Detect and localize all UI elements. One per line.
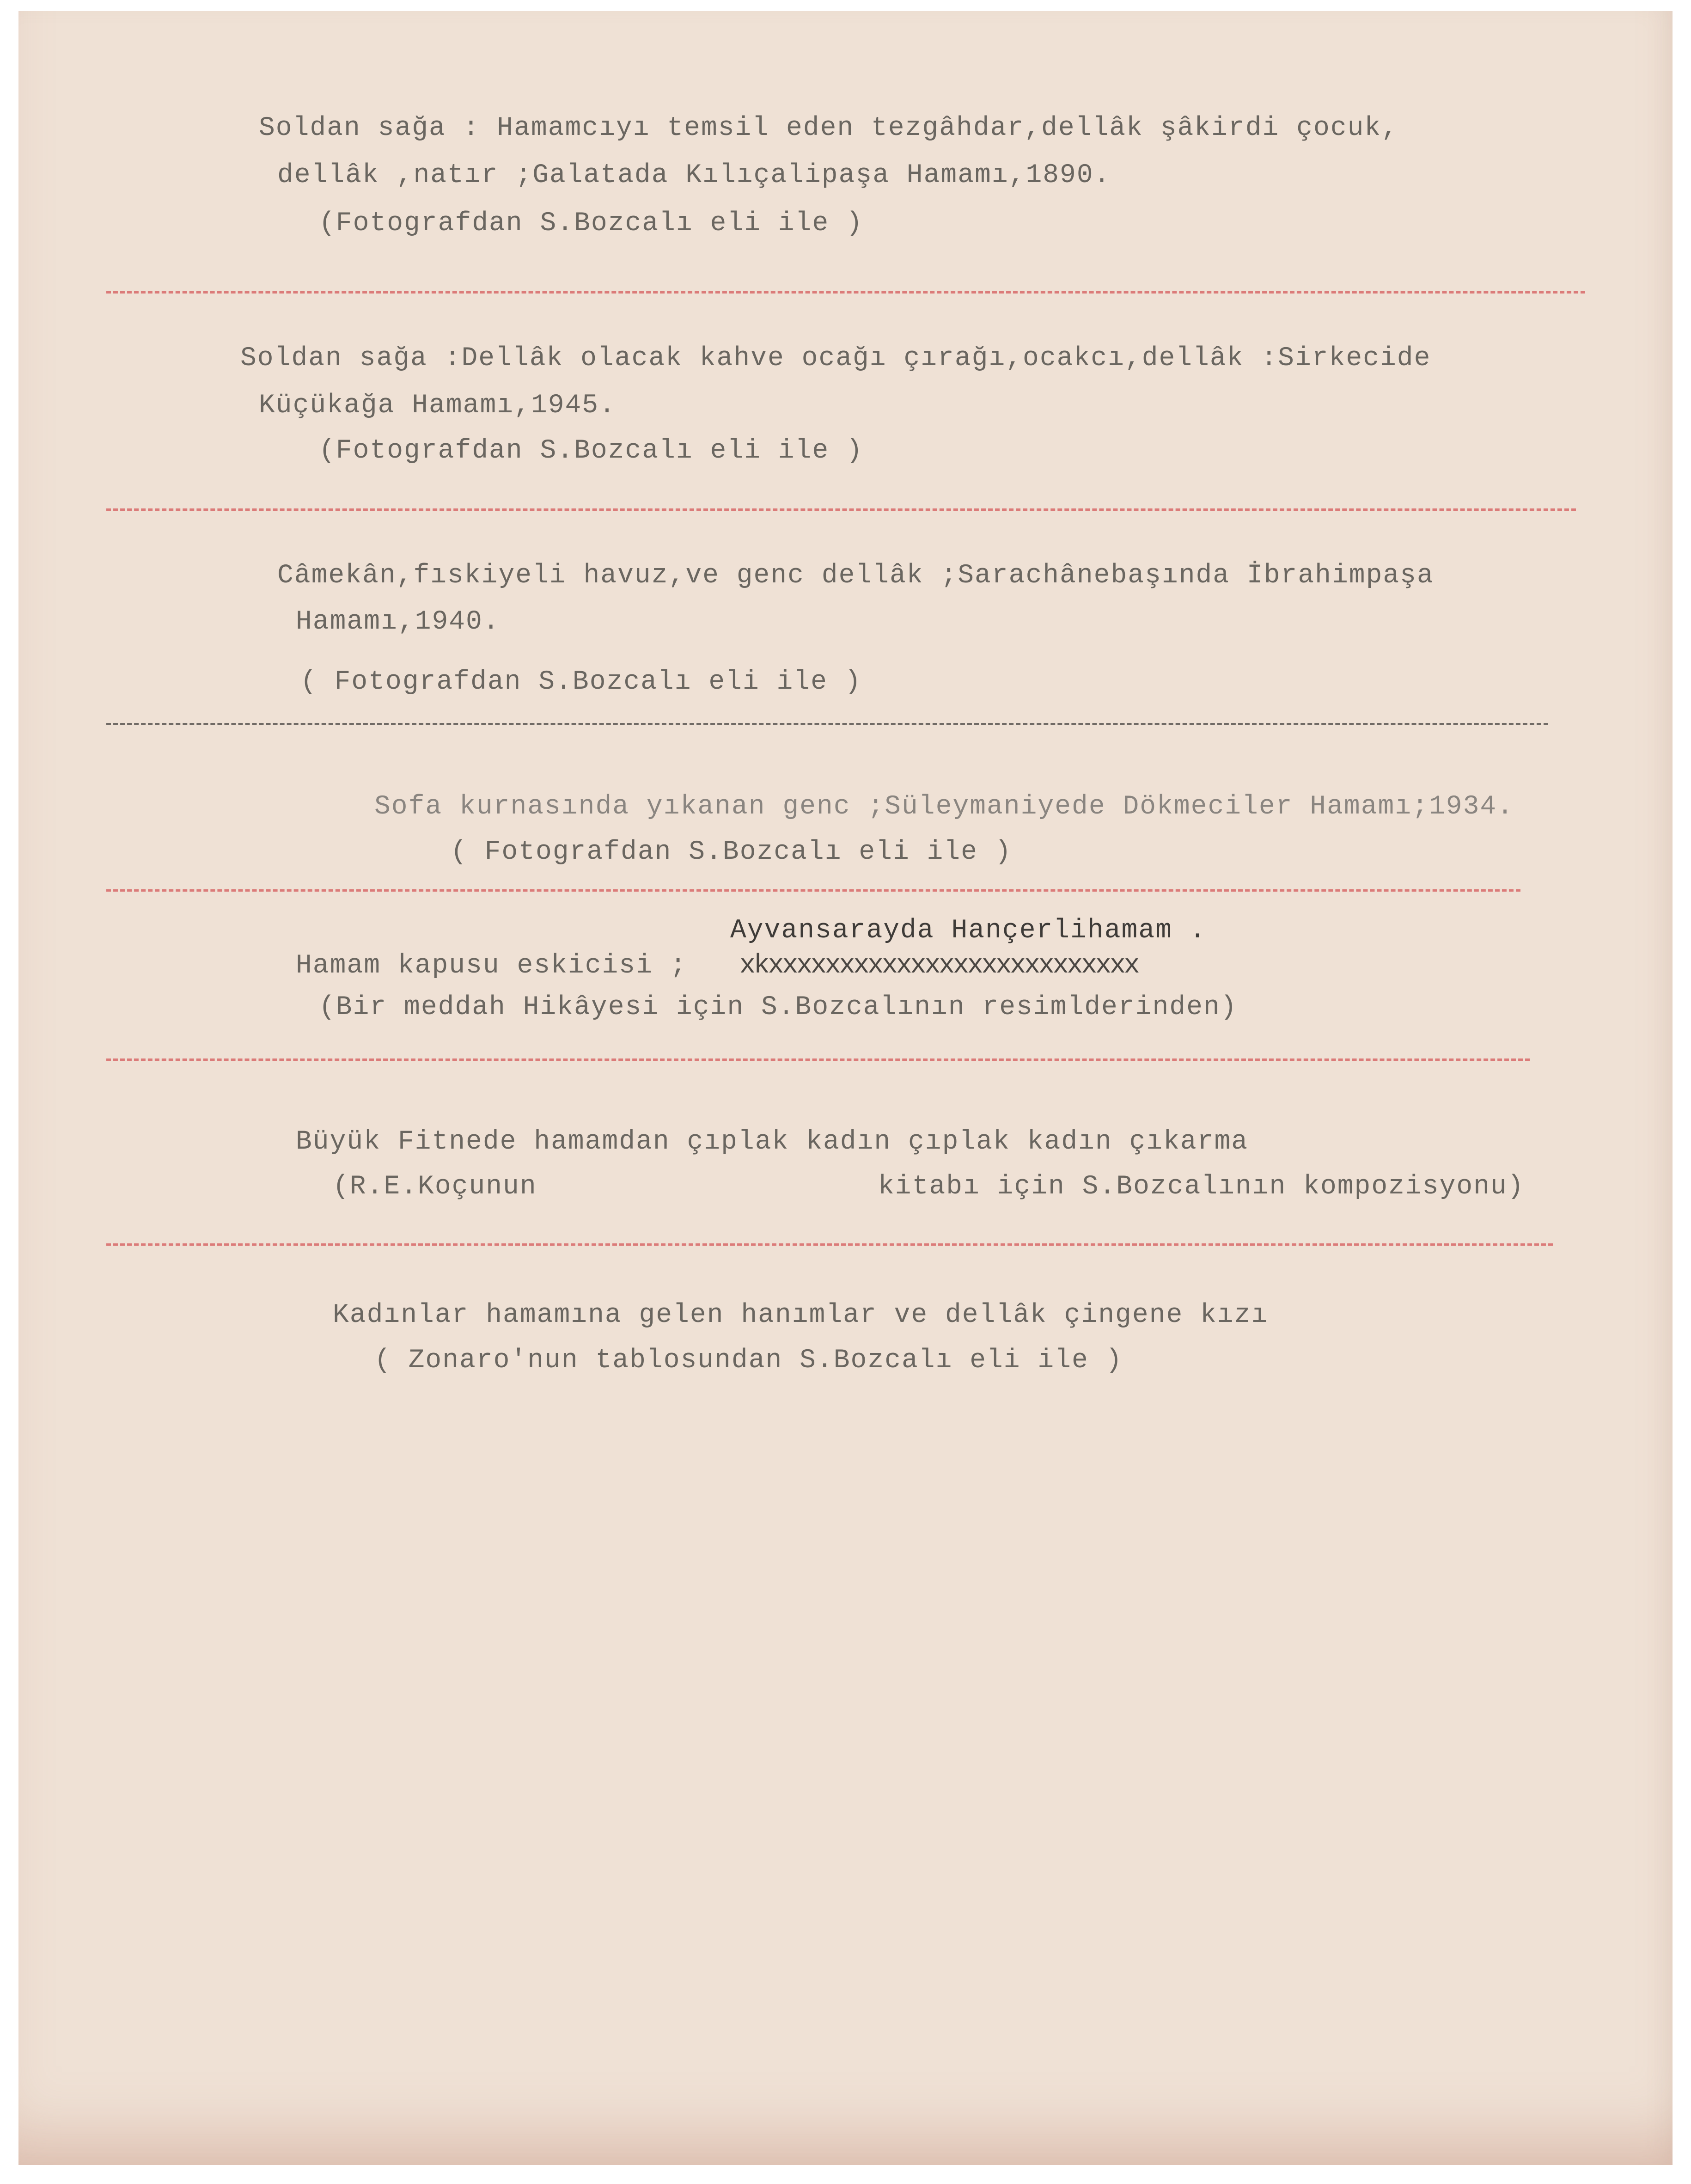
caption-1-line-1: Soldan sağa : Hamamcıyı temsil eden tezgâhdar,dellâk şâkirdi çocuk, bbox=[259, 113, 1398, 143]
caption-1-line-2: dellâk ,natır ;Galatada Kılıçalipaşa Hamamı,1890. bbox=[277, 160, 1111, 190]
caption-5-credit: (Bir meddah Hikâyesi için S.Bozcalının resimlderinden) bbox=[319, 992, 1238, 1022]
separator-6 bbox=[106, 1243, 1553, 1246]
caption-4-line-1: Sofa kurnasında yıkanan genc ;Süleymaniyede Dökmeciler Hamamı;1934. bbox=[374, 792, 1514, 822]
caption-5-line-1: Hamam kapusu eskicisi ; bbox=[296, 951, 687, 981]
caption-5-struck-text: xkxxxxxxxxxxxxxxxxxxxxxxxxxx bbox=[739, 951, 1138, 981]
separator-5 bbox=[106, 1058, 1530, 1061]
caption-6-credit-left: (R.E.Koçunun bbox=[333, 1172, 537, 1202]
caption-2-line-1: Soldan sağa :Dellâk olacak kahve ocağı çırağı,ocakcı,dellâk :Sirkecide bbox=[240, 343, 1431, 373]
caption-1-credit: (Fotografdan S.Bozcalı eli ile ) bbox=[319, 208, 863, 239]
caption-7-line-1: Kadınlar hamamına gelen hanımlar ve dellâk çingene kızı bbox=[333, 1300, 1269, 1330]
caption-6-credit-right: kitabı için S.Bozcalının kompozisyonu) bbox=[878, 1172, 1525, 1202]
caption-3-credit: ( Fotografdan S.Bozcalı eli ile ) bbox=[300, 667, 862, 697]
caption-3-line-2: Hamamı,1940. bbox=[296, 607, 500, 637]
caption-2-line-2: Küçükağa Hamamı,1945. bbox=[259, 391, 616, 421]
separator-2 bbox=[106, 508, 1576, 511]
caption-5-insertion: Ayvansarayda Hançerlihamam . bbox=[730, 916, 1207, 946]
separator-3 bbox=[106, 723, 1548, 725]
typewritten-page bbox=[18, 11, 1673, 2165]
separator-4 bbox=[106, 889, 1520, 892]
separator-1 bbox=[106, 291, 1585, 294]
caption-2-credit: (Fotografdan S.Bozcalı eli ile ) bbox=[319, 436, 863, 466]
caption-6-line-1: Büyük Fitnede hamamdan çıplak kadın çıplak kadın çıkarma bbox=[296, 1127, 1249, 1157]
caption-4-credit: ( Fotografdan S.Bozcalı eli ile ) bbox=[451, 837, 1012, 867]
caption-7-credit: ( Zonaro'nun tablosundan S.Bozcalı eli ile ) bbox=[374, 1346, 1123, 1376]
caption-3-line-1: Câmekân,fıskiyeli havuz,ve genc dellâk ;Sarachânebaşında İbrahimpaşa bbox=[277, 561, 1434, 591]
